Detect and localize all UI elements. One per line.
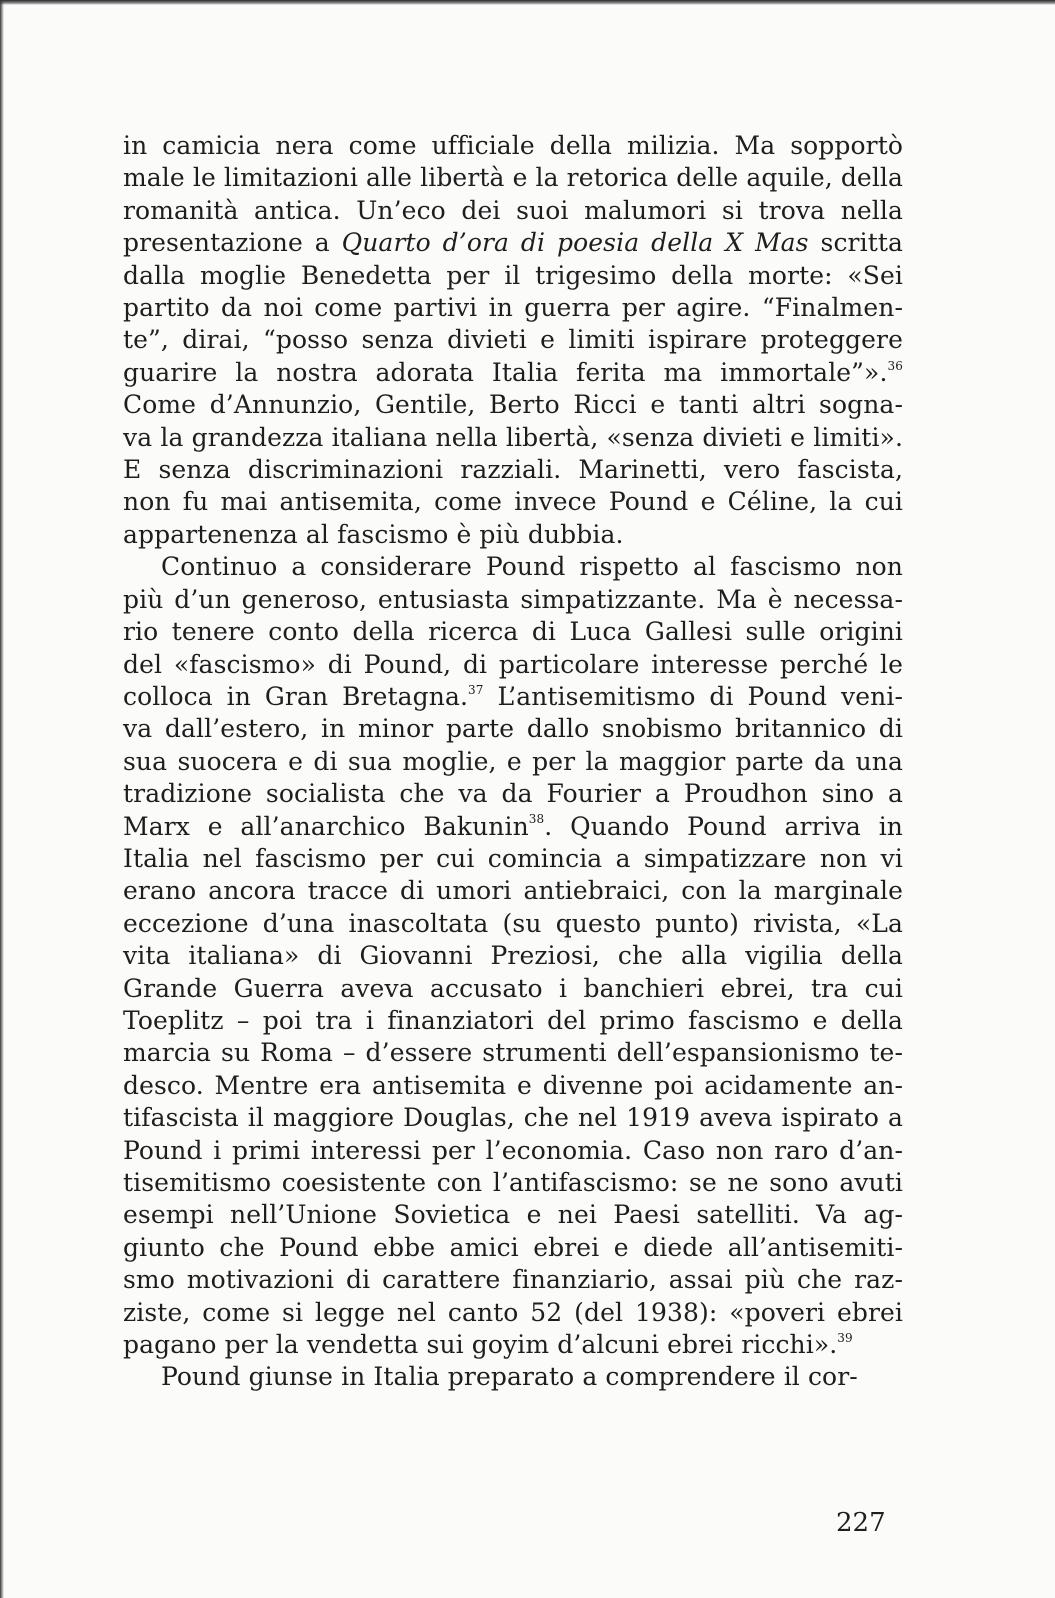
text-line: Continuo a considerare Pound rispetto al fascismo non [161, 552, 903, 582]
footnote-ref: 39 [837, 1330, 853, 1345]
paragraph [123, 130, 903, 551]
text-line: erano ancora tracce di umori antiebraici, con la marginale [123, 876, 903, 906]
body-text [123, 130, 903, 1394]
text-line: del «fascismo» di Pound, di particolare interesse perché le [123, 649, 903, 679]
text-line: in camicia nera come ufficiale della milizia. Ma sopportò [123, 131, 903, 160]
scan-edge-top [0, 0, 1055, 5]
text-line: Grande Guerra aveva accusato i banchieri ebrei, tra cui [123, 973, 903, 1003]
footnote-ref: 36 [887, 358, 903, 373]
text-line [123, 227, 903, 259]
scan-edge-left [0, 0, 4, 1598]
text-line: Come d’Annunzio, Gentile, Berto Ricci e tanti altri sogna- [123, 390, 903, 420]
text-line: più d’un generoso, entusiasta simpatizzante. Ma è necessa- [123, 584, 903, 614]
text-line: non fu mai antisemita, come invece Pound e Céline, la cui [123, 487, 903, 517]
text-line: te”, dirai, “posso senza divieti e limiti ispirare proteggere [123, 325, 903, 355]
text-line: romanità antica. Un’eco dei suoi malumori si trova nella [123, 195, 903, 225]
text-line [123, 357, 903, 389]
text-line: vita italiana» di Giovanni Preziosi, che alla vigilia della [123, 941, 903, 971]
text-line: eccezione d’una inascoltata (su questo punto) rivista, «La [123, 908, 903, 938]
text-line: va dall’estero, in minor parte dallo snobismo britannico di [123, 714, 903, 744]
italic-title: Quarto d’ora di poesia della X Mas [341, 228, 809, 258]
text-line: rio tenere conto della ricerca di Luca Gallesi sulle origini [123, 617, 903, 647]
text-line: tisemitismo coesistente con l’antifascismo: se ne sono avuti [123, 1168, 903, 1197]
text-line: ziste, come si legge nel canto 52 (del 1938): «poveri ebrei [123, 1297, 903, 1327]
text-line: giunto che Pound ebbe amici ebrei e diede all’antisemiti- [123, 1232, 903, 1262]
text-line: esempi nell’Unione Sovietica e nei Paesi satelliti. Va ag- [123, 1200, 903, 1230]
text-line: Toeplitz – poi tra i finanziatori del primo fascismo e della [123, 1005, 903, 1035]
page-number: 227 [836, 1508, 886, 1538]
text-line: Pound giunse in Italia preparato a comprendere il cor- [161, 1362, 858, 1392]
text-run: scritta [808, 228, 903, 258]
text-run: guarire la nostra adorata Italia ferita ma immortale”». [123, 357, 888, 387]
text-run: . Quando Pound arriva in [544, 811, 903, 841]
text-line: partito da noi come partivi in guerra per agire. “Finalmen- [123, 293, 903, 323]
text-line [123, 681, 903, 713]
text-line [123, 811, 903, 843]
text-line: Pound i primi interessi per l’economia. Caso non raro d’an- [123, 1135, 903, 1165]
text-line: male le limitazioni alle libertà e la retorica delle aquile, della [123, 163, 904, 193]
text-line: dalla moglie Benedetta per il trigesimo della morte: «Sei [123, 260, 903, 290]
paragraph [123, 1361, 903, 1393]
text-line: desco. Mentre era antisemita e divenne poi acidamente an- [123, 1070, 903, 1100]
text-run: presentazione a [123, 228, 342, 258]
text-line: sua suocera e di sua moglie, e per la maggior parte da una [123, 746, 903, 776]
footnote-ref: 37 [468, 682, 484, 697]
text-run: colloca in Gran Bretagna. [123, 681, 469, 711]
text-line: tradizione socialista che va da Fourier a Proudhon sino a [123, 779, 903, 809]
text-line: marcia su Roma – d’essere strumenti dell’espansionismo te- [123, 1038, 903, 1068]
text-line [123, 1329, 903, 1361]
text-run: pagano per la vendetta sui goyim d’alcuni ebrei ricchi». [123, 1330, 838, 1360]
text-line: E senza discriminazioni razziali. Marinetti, vero fascista, [123, 455, 903, 485]
paragraph [123, 551, 903, 1361]
text-line: smo motivazioni di carattere finanziario, assai più che raz- [123, 1265, 903, 1295]
text-run: Marx e all’anarchico Bakunin [123, 811, 529, 841]
text-line: appartenenza al fascismo è più dubbia. [123, 519, 624, 549]
text-run: L’antisemitismo di Pound veni- [483, 681, 903, 711]
footnote-ref: 38 [528, 812, 545, 827]
text-line: tifascista il maggiore Douglas, che nel 1919 aveva ispirato a [123, 1103, 903, 1133]
text-line: va la grandezza italiana nella libertà, «senza divieti e limiti». [123, 422, 903, 452]
text-line: Italia nel fascismo per cui comincia a simpatizzare non vi [123, 843, 903, 873]
